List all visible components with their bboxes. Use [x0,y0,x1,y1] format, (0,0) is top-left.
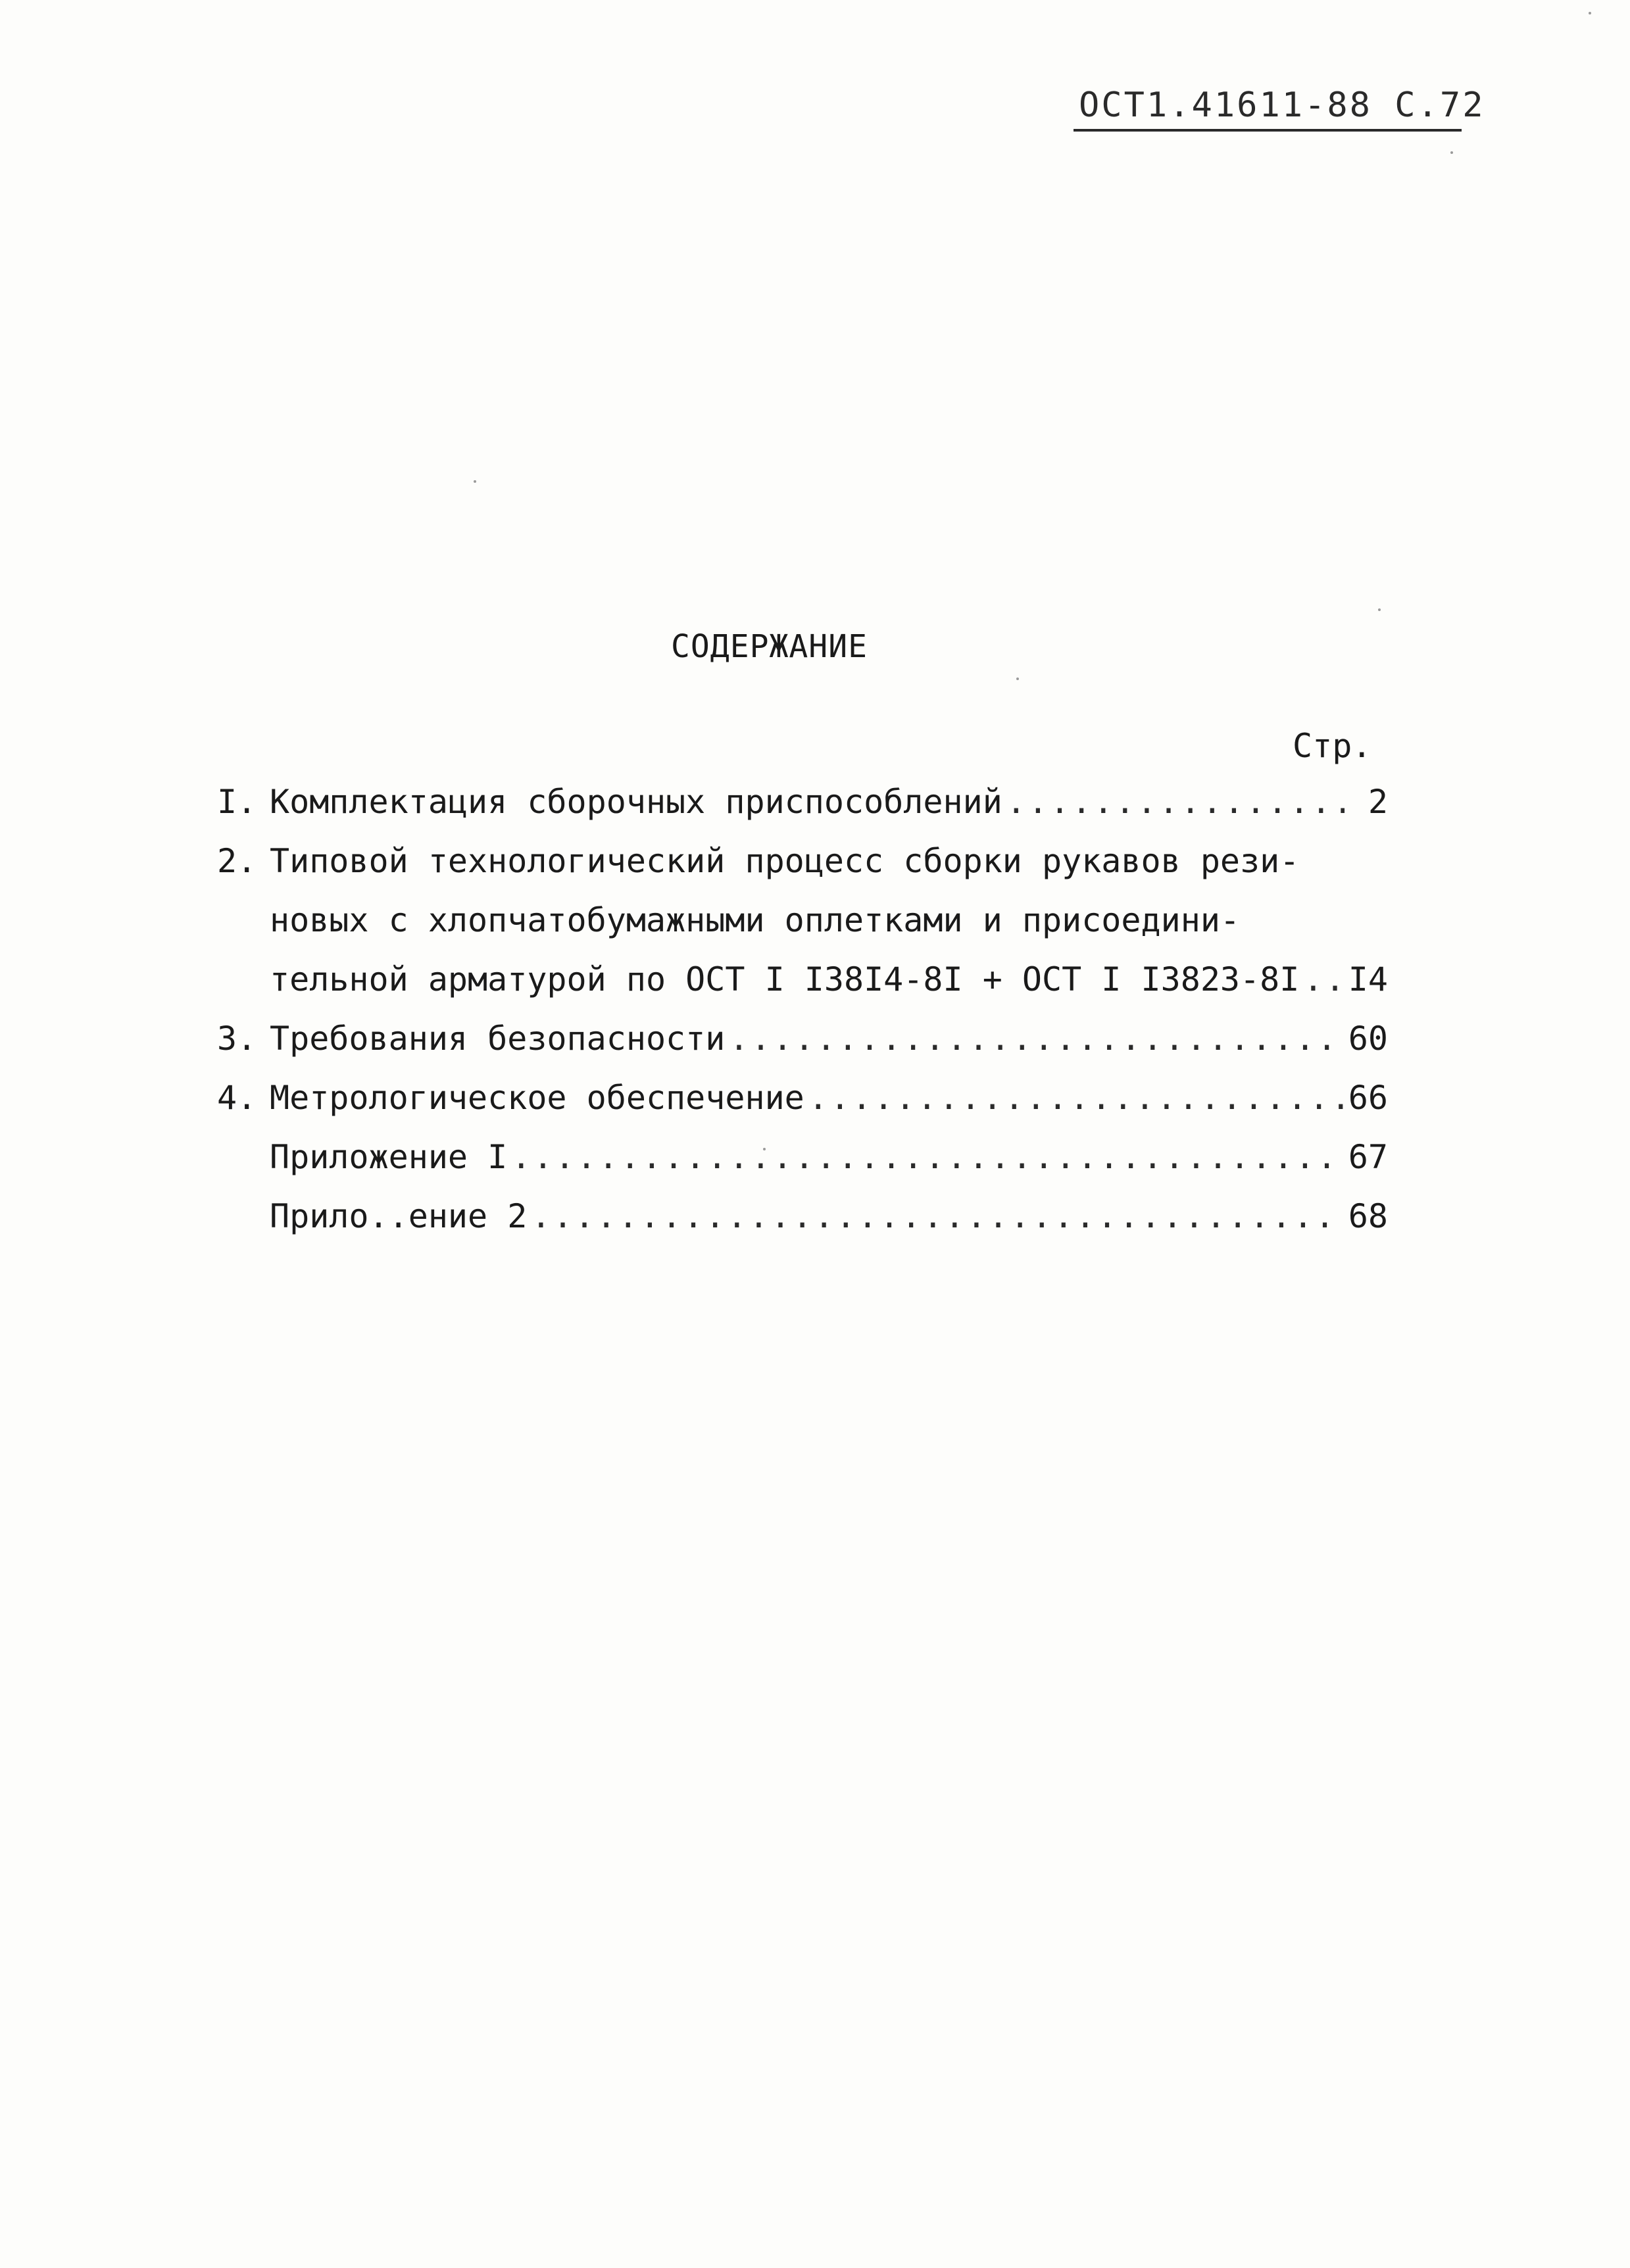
toc-entry-2 [217,842,1388,888]
scan-speck [763,1148,766,1150]
page-column-label: Стр. [1293,727,1372,765]
toc-entry-text: тельной арматурой по ОСТ I I38I4-8I + ОСТ I I3823-8I [270,960,1300,998]
page-title: СОДЕРЖАНИЕ [671,628,868,665]
toc-entry-2-last-line [217,960,1388,1006]
toc-entry-page: 66 [1348,1079,1388,1117]
toc-entry-4 [217,1079,1388,1125]
toc-entry-1 [217,783,1388,829]
dot-leader [511,1138,1345,1176]
toc-entry-3 [217,1020,1388,1066]
toc-entry-text: Приложение I [270,1138,508,1176]
scan-speck [474,480,476,483]
toc-entry-number: 2. [217,842,257,880]
toc-entry-page: I4 [1348,960,1388,998]
toc-entry-appendix-2 [217,1197,1388,1243]
toc-entry-text: Прило..ение 2 [270,1197,528,1235]
toc-entry-appendix-1 [217,1138,1388,1184]
toc-entry-text: Комплектация сборочных приспособлений [270,783,1002,821]
toc-entry-page: 60 [1348,1020,1388,1058]
dot-leader [1303,960,1344,998]
toc-entry-number: I. [217,783,257,821]
document-designation: ОСТ1.41611-88 С.72 [1079,86,1485,125]
scan-speck [1589,12,1591,14]
dot-leader [531,1197,1344,1235]
toc-entry-page: 2 [1368,783,1388,821]
toc-entry-page: 68 [1348,1197,1388,1235]
toc-entry-text: Типовой технологический процесс сборки рукавов рези- [270,842,1300,880]
dot-leader [729,1020,1344,1058]
toc-entry-page: 67 [1348,1138,1388,1176]
header-underline [1074,129,1462,132]
toc-entry-number: 4. [217,1079,257,1117]
toc-entry-number: 3. [217,1020,257,1058]
scan-speck [1378,608,1381,611]
scan-speck [1016,678,1019,680]
dot-leader [1006,783,1345,821]
dot-leader [808,1079,1345,1117]
toc-entry-text: новых с хлопчатобумажными оплетками и присоедини- [270,901,1241,939]
toc-entry-text: Требования безопасности [270,1020,726,1058]
toc-entry-text: Метрологическое обеспечение [270,1079,804,1117]
scan-speck [1450,151,1453,154]
toc-entry-2-continuation [217,901,1388,947]
